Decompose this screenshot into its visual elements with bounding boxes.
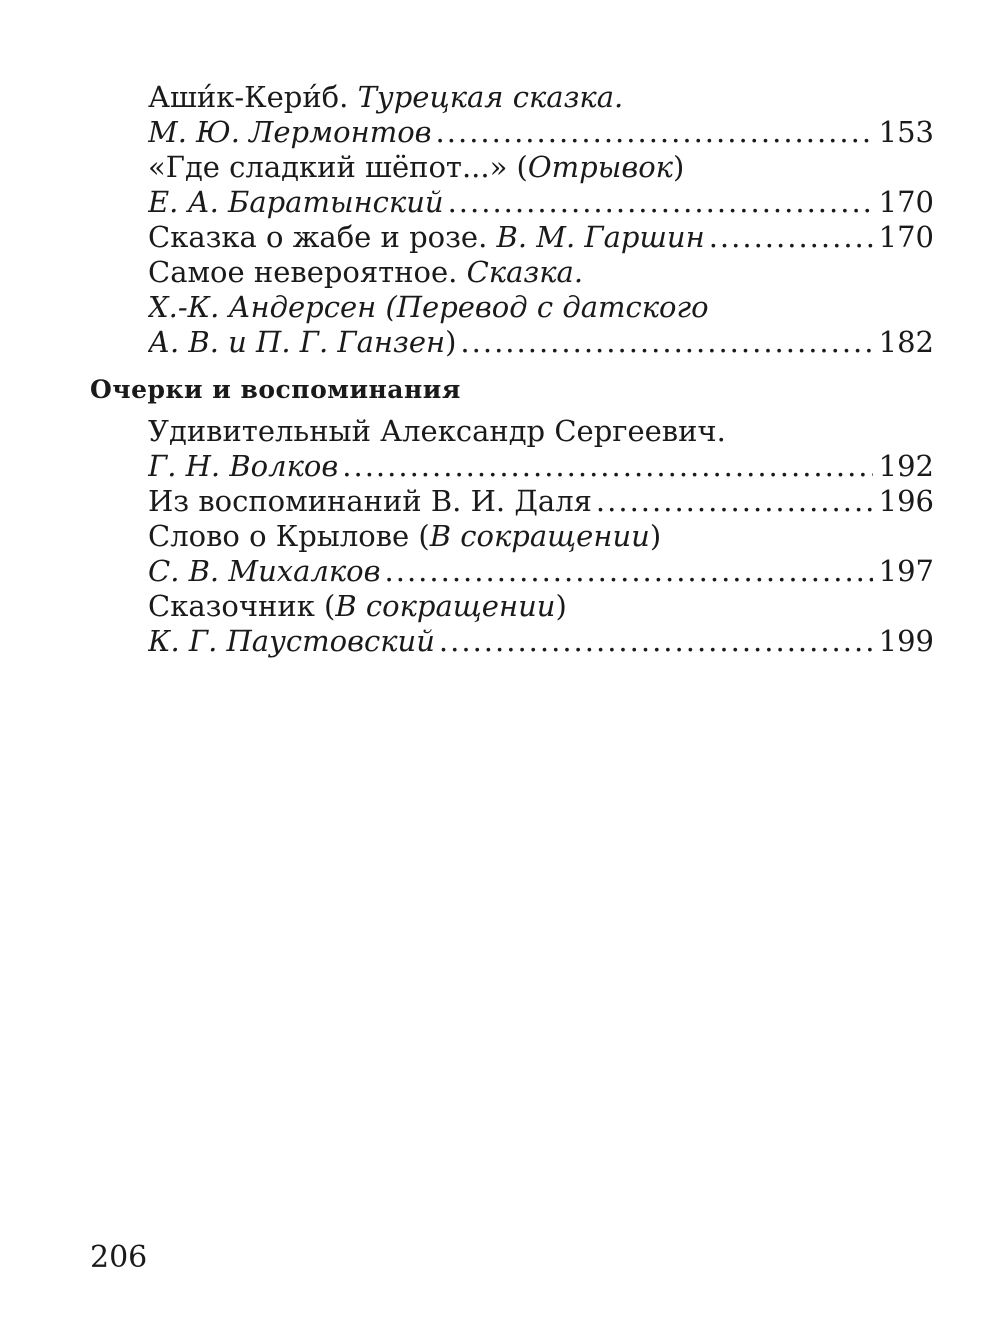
toc-entry-translator-line bbox=[148, 325, 934, 360]
toc-entry-title-line bbox=[148, 80, 934, 115]
entry-author: М. Ю. Лермонтов bbox=[148, 115, 432, 149]
entry-author: С. В. Михалков bbox=[148, 554, 381, 588]
toc-entry-title-line bbox=[148, 150, 934, 185]
entry-page-number: 153 bbox=[878, 115, 934, 149]
dot-leader bbox=[709, 220, 873, 255]
toc-entry-gde-sladkiy-shepot bbox=[90, 150, 934, 220]
entry-page-number: 197 bbox=[878, 554, 934, 588]
entry-title: Сказочник ( bbox=[148, 589, 336, 623]
dot-leader bbox=[439, 624, 873, 659]
entry-title: «Где сладкий шёпот...» ( bbox=[148, 150, 528, 184]
entry-title: Аши́к-Кери́б. bbox=[148, 80, 358, 114]
dot-leader bbox=[436, 115, 873, 150]
dot-leader bbox=[460, 325, 872, 360]
toc-entry-title-line bbox=[148, 414, 934, 449]
entry-author: Е. А. Баратынский bbox=[148, 185, 444, 219]
page-number: 206 bbox=[90, 1240, 148, 1275]
toc-entry-title-line bbox=[148, 220, 934, 255]
entry-subtitle: Сказка. bbox=[466, 255, 584, 289]
entry-page-number: 182 bbox=[878, 325, 934, 359]
entry-page-number: 192 bbox=[878, 449, 934, 483]
toc-entry-author-line bbox=[148, 115, 934, 150]
toc-entry-samoe-neveroyatnoe bbox=[90, 255, 934, 360]
entry-note-close: ) bbox=[555, 589, 567, 623]
dot-leader bbox=[342, 449, 872, 484]
toc-entry-skazka-o-zhabe bbox=[90, 220, 934, 255]
section-heading: Очерки и воспоминания bbox=[90, 375, 461, 404]
entry-subtitle: Турецкая сказка. bbox=[357, 80, 624, 114]
toc-entry-udivitelnyy-aleksandr bbox=[90, 414, 934, 484]
toc-entry-author-line bbox=[148, 449, 934, 484]
entry-note-close: ) bbox=[649, 519, 662, 553]
entry-title: Сказка о жабе и розе. bbox=[148, 220, 497, 254]
entry-page-number: 170 bbox=[878, 185, 934, 219]
entry-page-number: 196 bbox=[878, 484, 934, 518]
entry-title-with-author bbox=[148, 220, 705, 255]
toc-entry-title-line bbox=[148, 589, 934, 624]
toc-entry-author-line bbox=[148, 554, 934, 589]
toc-entry-slovo-o-krylove bbox=[90, 519, 934, 589]
entry-author: К. Г. Паустовский bbox=[148, 624, 435, 658]
entry-note: В сокращении bbox=[429, 519, 650, 553]
entry-note: В сокращении bbox=[335, 589, 556, 623]
table-of-contents bbox=[90, 80, 934, 659]
dot-leader bbox=[596, 484, 873, 519]
dot-leader bbox=[385, 554, 873, 589]
entry-page-number: 199 bbox=[878, 624, 934, 658]
toc-entry-skazochnik bbox=[90, 589, 934, 659]
entry-author: В. М. Гаршин bbox=[496, 220, 705, 254]
entry-page-number: 170 bbox=[878, 220, 934, 254]
dot-leader bbox=[448, 185, 873, 220]
toc-entry-title-line bbox=[148, 484, 934, 519]
toc-entry-author-line bbox=[148, 290, 934, 325]
entry-author: Г. Н. Волков bbox=[148, 449, 339, 483]
entry-title: Слово о Крылове ( bbox=[148, 519, 430, 553]
entry-note-close: ) bbox=[673, 150, 685, 184]
entry-author-translation: Х.-К. Андерсен (Перевод с датского bbox=[148, 290, 709, 324]
toc-entry-iz-vospominaniy-dalya bbox=[90, 484, 934, 519]
toc-entry-title-line bbox=[148, 519, 934, 554]
toc-entry-ashik-kerib bbox=[90, 80, 934, 150]
entry-translator-group bbox=[148, 325, 456, 360]
toc-entry-author-line bbox=[148, 624, 934, 659]
entry-translators-close: ) bbox=[445, 325, 457, 359]
entry-note: Отрывок bbox=[527, 150, 673, 184]
toc-entry-author-line bbox=[148, 185, 934, 220]
entry-title: Из воспоминаний В. И. Даля bbox=[148, 484, 592, 518]
entry-title: Удивительный Александр Сергеевич. bbox=[148, 414, 726, 448]
entry-translators: А. В. и П. Г. Ганзен bbox=[148, 325, 446, 359]
entry-title: Самое невероятное. bbox=[148, 255, 467, 289]
toc-entry-title-line bbox=[148, 255, 934, 290]
